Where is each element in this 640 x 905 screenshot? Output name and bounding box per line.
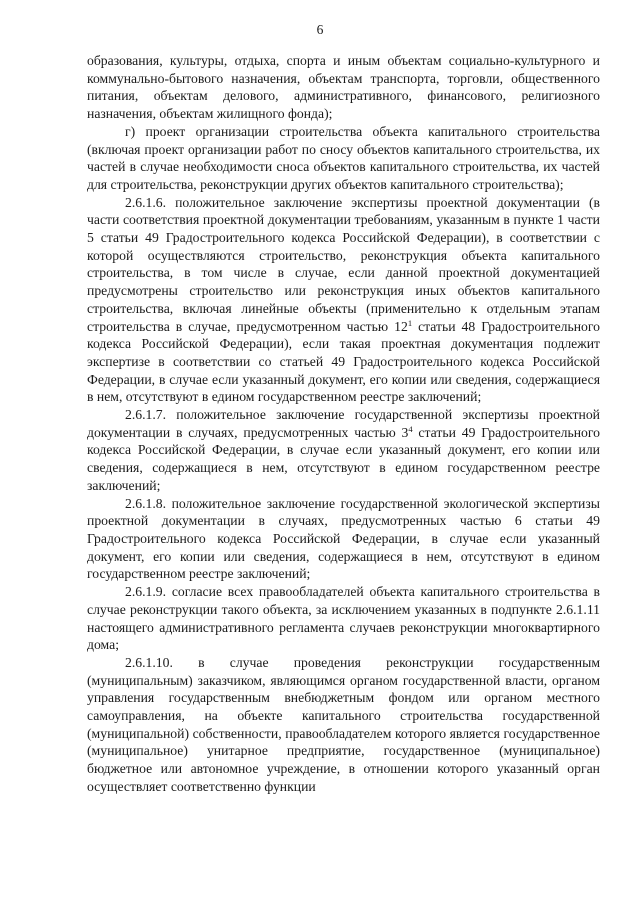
- paragraph-item-g: [87, 123, 600, 194]
- paragraph-2-6-1-7: [87, 406, 600, 495]
- paragraph-2-6-1-8: [87, 495, 600, 584]
- paragraph-2-6-1-6: [87, 194, 600, 406]
- paragraph-text-after: статьи 48 Градостроительного кодекса Российской Федерации), если такая проектная документация подлежит экспертизе в соответствии со статьей 49 Градостроительного кодекса Российской Федерации, в случае если указанный документ, его копии или сведения, содержащиеся в нем, отсутствуют в едином государственном реестре заключений;: [87, 318, 601, 405]
- paragraph-text: 2.6.1.6. положительное заключение экспертизы проектной документации (в части соответствия проектной документации требованиям, указанным в пункте 1 части 5 статьи 49 Градостроительного кодекса Российской Федерации), в соответствии с которой осуществляются строительство, реконструкция объекта капитального строительства, в том числе в случае, если данной проектной документацией предусмотрены строительство или реконструкция иных объектов капитального строительства, включая линейные объекты (применительно к отдельным этапам строительства в случае, предусмотренном частью 12: [87, 194, 600, 334]
- document-body: [87, 52, 600, 796]
- paragraph-text-after: статьи 49 Градостроительного кодекса Российской Федерации, в случае если указанный документ, его копии или сведения, содержащиеся в нем, отсутствуют в едином государственном реестре заключений;: [87, 424, 601, 493]
- paragraph-text: 2.6.1.7. положительное заключение государственной экспертизы проектной документации в случаях, предусмотренных частью 3: [87, 407, 600, 440]
- paragraph-text: г) проект организации строительства объекта капитального строительства (включая проект организации работ по сносу объектов капитального строительства, их частей в случае необходимости сноса объектов капитального строительства, их частей для строительства, реконструкции других объектов капитального строительства);: [87, 123, 600, 192]
- paragraph-text: образования, культуры, отдыха, спорта и иным объектам социально-культурного и коммунально-бытового назначения, объектам транспорта, торговли, общественного питания, объектам делового, административного, финансового, религиозного назначения, объектам жилищного фонда);: [87, 53, 600, 122]
- paragraph-text: 2.6.1.9. согласие всех правообладателей объекта капитального строительства в случае реконструкции такого объекта, за исключением указанных в подпункте 2.6.1.11 настоящего административного регламента случаев реконструкции многоквартирного дома;: [87, 584, 600, 653]
- paragraph-2-6-1-9: [87, 583, 600, 654]
- paragraph-continuation: [87, 52, 600, 123]
- paragraph-text: 2.6.1.8. положительное заключение государственной экологической экспертизы проектной документации в случаях, предусмотренных частью 6 статьи 49 Градостроительного кодекса Российской Федерации, в случае если указанный документ, его копии или сведения, содержащиеся в нем, отсутствуют в едином государственном реестре заключений;: [87, 495, 600, 582]
- paragraph-2-6-1-10: [87, 654, 600, 796]
- superscript: 4: [408, 423, 413, 434]
- paragraph-text: 2.6.1.10. в случае проведения реконструкции государственным (муниципальным) заказчиком, являющимся органом государственной власти, органом управления государственным внебюджетным фондом или органом местного самоуправления, на объекте капитального строительства государственной (муниципальной) собственности, правообладателем которого является государственное (муниципальное) унитарное предприятие, государственное (муниципальное) бюджетное или автономное учреждение, в отношении которого указанный орган осуществляет соответственно функции: [87, 654, 600, 794]
- page-number: 6: [316, 22, 324, 37]
- superscript: 1: [407, 317, 413, 328]
